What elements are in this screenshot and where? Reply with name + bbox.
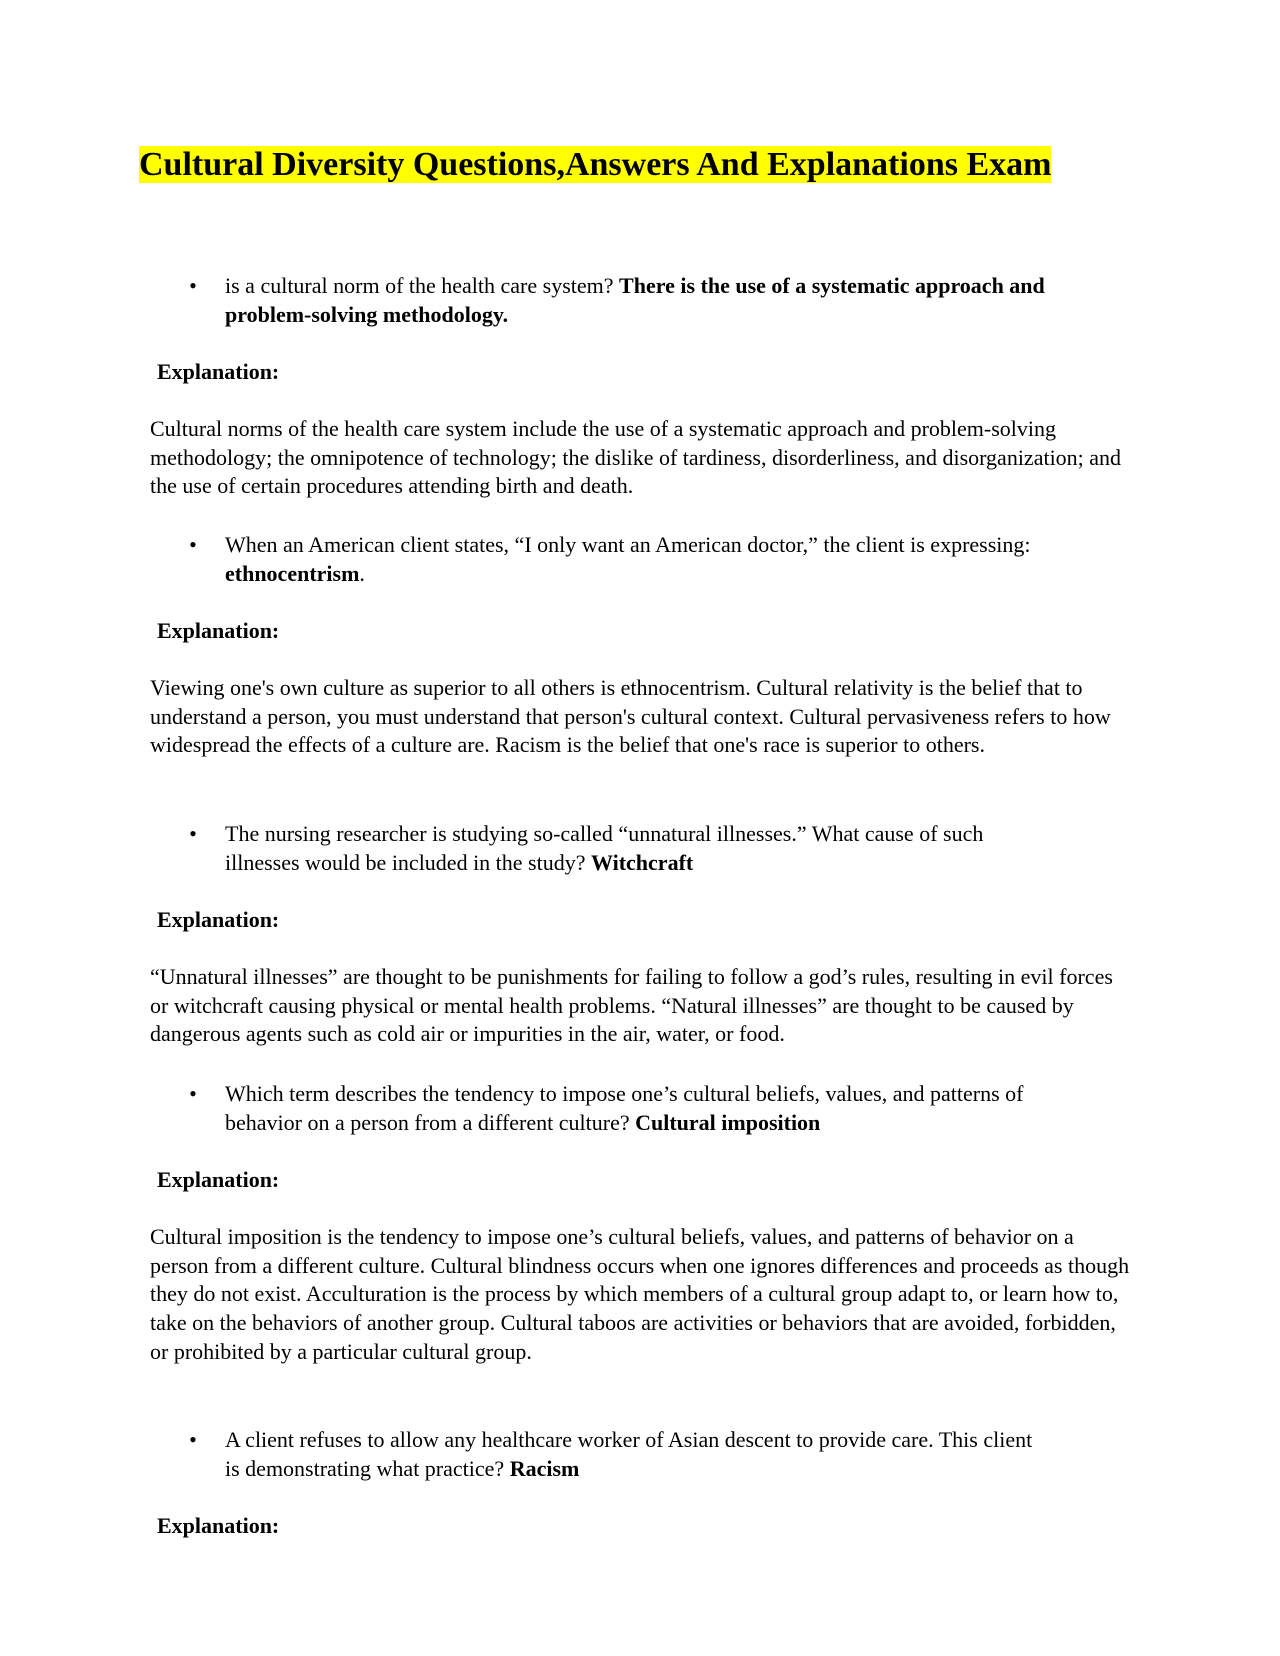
answer-text-4: Cultural imposition [635,1109,821,1135]
bullet-icon: • [189,273,197,298]
question-text-4: Which term describes the tendency to impose one’s cultural beliefs, values, and patterns of behavior on a person from a different culture? [225,1081,1024,1135]
question-item-2 [189,531,1045,588]
explanation-label-1: Explanation: [157,359,280,384]
explanation-label-5: Explanation: [157,1513,280,1538]
explanation-text-4: Cultural imposition is the tendency to impose one’s cultural beliefs, values, and patterns of behavior on a person from a different culture. Cultural blindness occurs when one ignores differences and proceeds as though they do not exist. Acculturation is the process by which members of a cultural group adapt to, or learn how to, take on the behaviors of another group. Cultural taboos are activities or behaviors that are avoided, forbidden, or prohibited by a particular cultural group. [150,1224,1130,1364]
answer-text-5: Racism [509,1455,580,1481]
answer-text-3: Witchcraft [591,849,694,875]
explanation-text-2: Viewing one's own culture as superior to all others is ethnocentrism. Cultural relativity is the belief that to understand a person, you must understand that person's cultural context. Cultural pervasiveness refers to how widespread the effects of a culture are. Racism is the belief that one's race is superior to others. [150,675,1111,758]
answer-text-2: ethnocentrism [225,560,360,586]
question-text-5: A client refuses to allow any healthcare worker of Asian descent to provide care. This client is demonstrating what practice? [225,1427,1033,1481]
question-text-3: The nursing researcher is studying so-called “unnatural illnesses.” What cause of such illnesses would be included in the study? [225,821,984,875]
explanation-text-1: Cultural norms of the health care system include the use of a systematic approach and problem-solving methodology; the omnipotence of technology; the dislike of tardiness, disorderliness, and disorganization; and the use of certain procedures attending birth and death. [150,416,1122,499]
bullet-icon: • [189,1427,197,1452]
bullet-icon: • [189,532,197,557]
question-item-1 [189,272,1045,329]
question-text-1: is a cultural norm of the health care system? [225,273,620,298]
question-item-3 [189,820,1045,877]
explanation-text-3: “Unnatural illnesses” are thought to be punishments for failing to follow a god’s rules, resulting in evil forces or witchcraft causing physical or mental health problems. “Natural illnesses” are thought to be caused by dangerous agents such as cold air or impurities in the air, water, or food. [150,964,1113,1047]
question-text-2: When an American client states, “I only want an American doctor,” the client is expressing: [225,532,1031,557]
bullet-icon: • [189,1081,197,1106]
explanation-label-4: Explanation: [157,1167,280,1192]
bullet-icon: • [189,821,197,846]
title-highlight: Cultural Diversity Questions,Answers And Explanations Exam [139,146,1052,183]
explanation-label-2: Explanation: [157,618,280,643]
question-item-5 [189,1426,1045,1483]
answer-text-1: There is the use of a systematic approach and problem-solving methodology. [225,273,1045,327]
question-trailing-2: . [359,560,365,586]
question-item-4 [189,1080,1045,1137]
document-title [139,144,1059,186]
explanation-label-3: Explanation: [157,907,280,932]
